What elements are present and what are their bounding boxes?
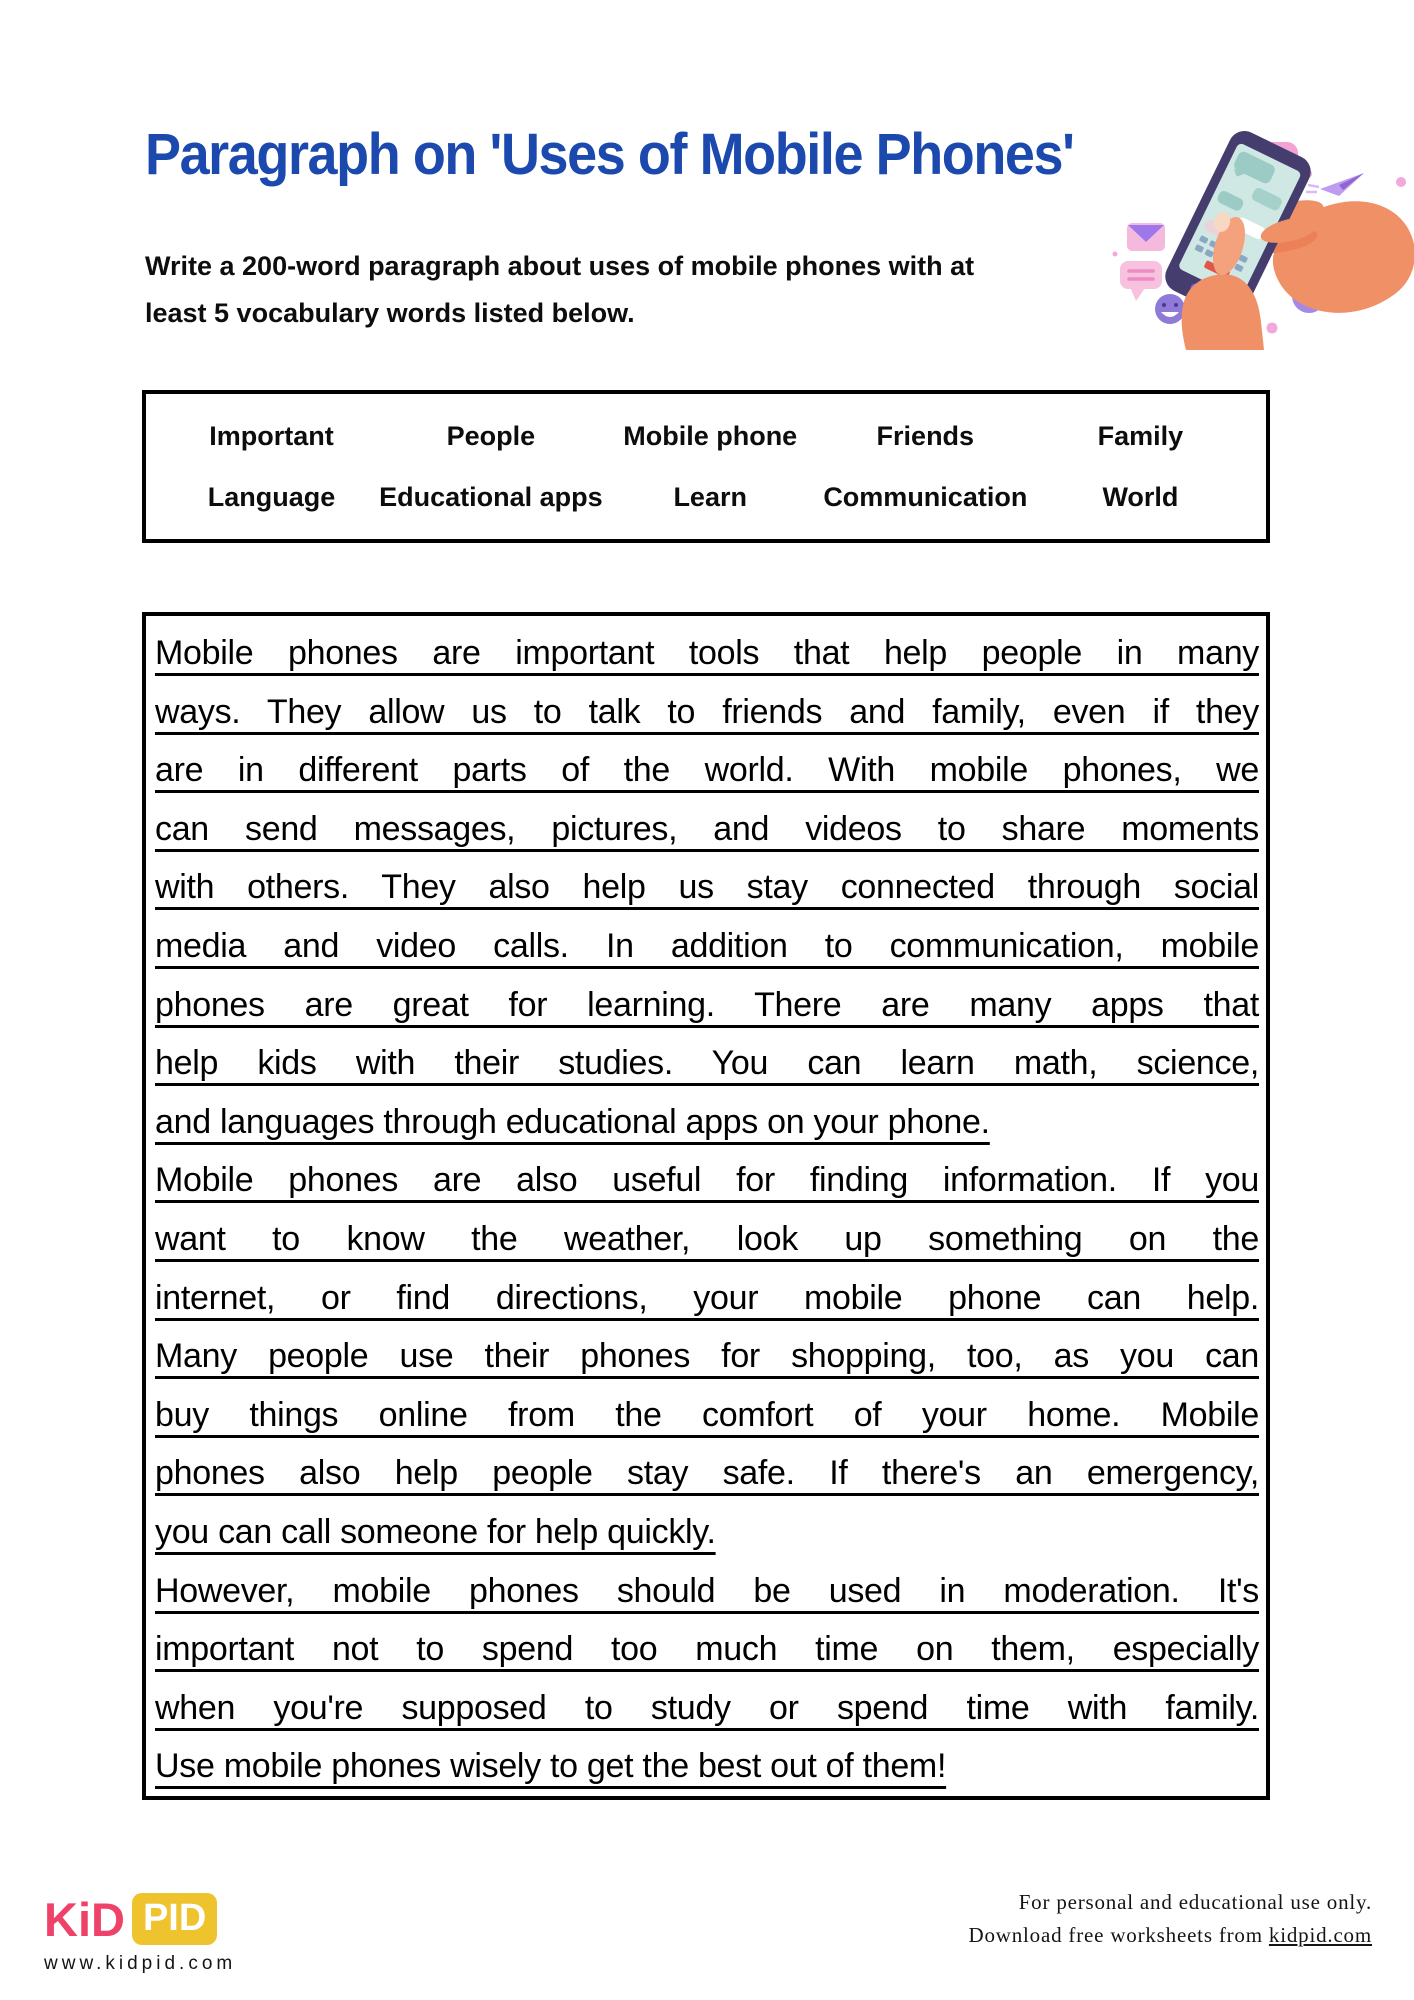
essay-line: internet, or find directions, your mobile phone can help. <box>155 1278 1259 1317</box>
usage-line-1: For personal and educational use only. <box>1018 1890 1372 1914</box>
vocab-word: Friends <box>876 420 975 451</box>
instructions-line-2: least 5 vocabulary words listed below. <box>145 298 635 328</box>
essay-text <box>155 624 1259 1796</box>
instructions <box>145 243 974 337</box>
essay-line: when you're supposed to study or spend time with family. <box>155 1688 1259 1727</box>
vocab-word: Educational apps <box>379 481 603 512</box>
vocab-word: Communication <box>823 481 1028 512</box>
essay-line: phones also help people stay safe. If there's an emergency, <box>155 1454 1259 1493</box>
usage-note <box>969 1886 1373 1952</box>
pink-dot <box>1267 323 1278 334</box>
kidpid-link[interactable]: kidpid.com <box>1268 1923 1372 1947</box>
essay-line: However, mobile phones should be used in moderation. It's <box>155 1571 1259 1610</box>
essay-line: want to know the weather, look up something on the <box>155 1219 1259 1258</box>
essay-line: important not to spend too much time on them, especially <box>155 1630 1259 1669</box>
essay-line: with others. They also help us stay connected through social <box>155 868 1259 907</box>
essay-line: media and video calls. In addition to communication, mobile <box>155 926 1259 965</box>
instructions-line-1: Write a 200-word paragraph about uses of mobile phones with at <box>145 251 975 281</box>
kidpid-logo <box>44 1893 217 1945</box>
emoji-laugh-icon <box>1155 294 1185 324</box>
essay-line: are in different parts of the world. With mobile phones, we <box>155 751 1259 790</box>
vocab-word: Family <box>1097 420 1184 451</box>
page-title: Paragraph on 'Uses of Mobile Phones' <box>145 122 1074 187</box>
paper-plane-icon <box>1306 173 1364 196</box>
vocab-word: World <box>1102 481 1179 512</box>
essay-line: Many people use their phones for shopping, too, as you can <box>155 1337 1259 1376</box>
essay-line: help kids with their studies. You can learn math, science, <box>155 1044 1259 1083</box>
envelope-icon <box>1127 223 1165 251</box>
essay-line: Mobile phones are also useful for finding information. If you <box>155 1161 1259 1200</box>
essay-line: buy things online from the comfort of your home. Mobile <box>155 1395 1259 1434</box>
usage-line-2-text: Download free worksheets from <box>968 1923 1269 1947</box>
vocab-word: Learn <box>673 481 747 512</box>
essay-line: Mobile phones are important tools that help people in many <box>155 634 1259 672</box>
essay-line: Use mobile phones wisely to get the best out of them! <box>155 1747 947 1786</box>
logo-pid-badge: PID <box>132 1893 217 1945</box>
vocab-word: Language <box>207 481 336 512</box>
essay-line: can send messages, pictures, and videos to share moments <box>155 809 1259 848</box>
pink-dot <box>1113 252 1118 257</box>
pink-dot <box>1396 177 1406 187</box>
vocab-word: People <box>446 420 536 451</box>
essay-line: you can call someone for help quickly. <box>155 1512 716 1551</box>
vocab-word: Important <box>209 420 334 451</box>
message-lines-icon <box>1120 261 1162 301</box>
essay-box <box>142 612 1270 1800</box>
logo-kid-text: KiD <box>44 1892 125 1946</box>
essay-line: phones are great for learning. There are many apps that <box>155 985 1259 1024</box>
essay-line: ways. They allow us to talk to friends and family, even if they <box>155 692 1259 731</box>
essay-line: and languages through educational apps on your phone. <box>155 1102 990 1141</box>
website-url: www.kidpid.com <box>44 1953 237 1974</box>
vocab-word: Mobile phone <box>623 420 798 451</box>
vocabulary-box <box>142 390 1270 543</box>
phone-illustration <box>1040 88 1414 350</box>
usage-line-2 <box>969 1919 1373 1952</box>
